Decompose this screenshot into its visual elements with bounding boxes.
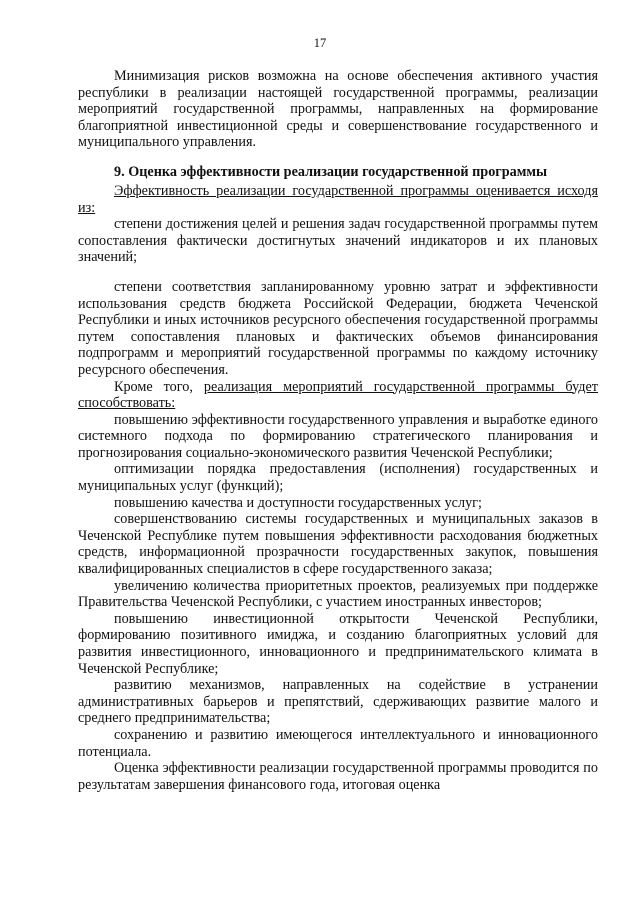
contribution-item: повышению инвестиционной открытости Чеченской Республики, формированию позитивного имиджа, и созданию благоприятных условий для развития инвестиционного, инновационного и предпринимательского климата в Чеченской Республике; [78, 610, 598, 677]
evaluation-lead [78, 183, 598, 216]
criterion-item: степени достижения целей и решения задач государственной программы путем сопоставления фактически достигнутых значений индикаторов и их плановых значений; [78, 216, 598, 266]
contribution-item: повышению эффективности государственного управления и выработке единого системного подхода по формированию стратегического планирования и прогнозирования социально-экономического развития Чеченской Республики; [78, 411, 598, 461]
page-number: 17 [313, 36, 327, 50]
criterion-item: степени соответствия запланированному уровню затрат и эффективности использования средств бюджета Российской Федерации, бюджета Чеченской Республики и иных источников ресурсного обеспечения государственной программы путем сопоставления плановых и фактических объемов финансирования подпрограмм и мероприятий государственной программы по каждому источнику ресурсного обеспечения. [78, 278, 598, 378]
contribution-item: развитию механизмов, направленных на содействие в устранении административных барьеров и препятствий, сдерживающих развитие малого и среднего предпринимательства; [78, 677, 598, 727]
contribution-item: увеличению количества приоритетных проектов, реализуемых при поддержке Правительства Чеченской Республики, с участием иностранных инвесторов; [78, 577, 598, 611]
contribution-item: оптимизации порядка предоставления (исполнения) государственных и муниципальных услуг (функций); [78, 461, 598, 495]
contribution-lead-text: реализация мероприятий государственной программы будет способствовать: [78, 378, 598, 412]
evaluation-lead-text: Эффективность реализации государственной программы оценивается исходя из: [78, 182, 598, 216]
closing-paragraph: Оценка эффективности реализации государственной программы проводится по результатам завершения финансового года, итоговая оценка [78, 760, 598, 793]
contribution-lead-prefix: Кроме того, [114, 378, 204, 395]
contribution-item: сохранению и развитию имеющегося интеллектуального и инновационного потенциала. [78, 726, 598, 760]
contribution-item: повышению качества и доступности государственных услуг; [114, 494, 482, 511]
contribution-item: совершенствованию системы государственных и муниципальных заказов в Чеченской Республике путем повышения эффективности расходования бюджетных средств, информационной прозрачности государственных закупок, повышения квалифицированных специалистов в сфере государственного заказа; [78, 511, 598, 578]
intro-paragraph: Минимизация рисков возможна на основе обеспечения активного участия республики в реализации настоящей государственной программы, реализации мероприятий государственной программы, направленных на формирование благоприятной инвестиционной среды и совершенствование государственного и муниципального управления. [78, 68, 598, 151]
section-heading: 9. Оценка эффективности реализации государственной программы [114, 163, 548, 180]
contribution-lead [78, 379, 598, 412]
page-body [78, 68, 598, 793]
